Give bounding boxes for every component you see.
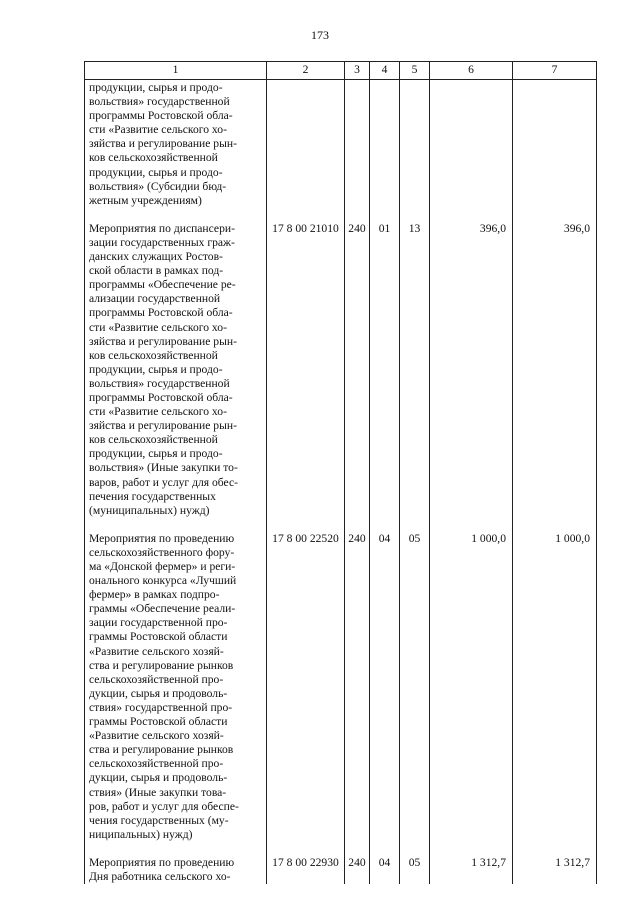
row-target-code: 17 8 00 21010 [267,208,345,518]
row-expense-type: 240 [345,208,370,518]
row-section: 04 [370,518,400,842]
column-header-row [85,62,597,80]
page-number: 173 [311,28,329,42]
row-amount-2: 396,0 [513,208,597,518]
row-subsection: 13 [400,208,430,518]
row-description: Мероприятия по проведению Дня работника сельского хо- [85,842,267,884]
column-header-3: 3 [345,62,370,80]
row-subsection: 05 [400,842,430,884]
row-subsection [400,80,430,208]
row-amount-1 [430,80,513,208]
column-header-6: 6 [430,62,513,80]
row-amount-2: 1 312,7 [513,842,597,884]
budget-table [84,61,597,884]
row-target-code [267,80,345,208]
row-section: 04 [370,842,400,884]
column-header-1: 1 [85,62,267,80]
table-row [85,80,597,208]
row-section [370,80,400,208]
row-expense-type: 240 [345,518,370,842]
column-header-4: 4 [370,62,400,80]
row-target-code: 17 8 00 22520 [267,518,345,842]
row-expense-type: 240 [345,842,370,884]
row-description: Мероприятия по диспансери- зации государственных граж- данских служащих Ростов- ской области в рамках под- программы «Обеспечение ре- ализации государственной программы Ростовской обла- сти «Развитие сельского хо- зяйства и регулирование рын- ков сельскохозяйственной продукции, сырья и продо- вольствия» государственной программы Ростовской обла- сти «Развитие сельского хо- зяйства и регулирование рын- ков сельскохозяйственной продукции, сырья и продо- вольствия» (Иные закупки то- варов, работ и услуг для обес- печения государственных (муниципальных) нужд) [85,208,267,518]
row-amount-1: 1 312,7 [430,842,513,884]
row-description: продукции, сырья и продо- вольствия» государственной программы Ростовской обла- сти «Развитие сельского хо- зяйства и регулирование рын- ков сельскохозяйственной продукции, сырья и продо- вольствия» (Субсидии бюд- жетным учреждениям) [85,80,267,208]
column-header-7: 7 [513,62,597,80]
row-description: Мероприятия по проведению сельскохозяйственного фору- ма «Донской фермер» и реги- онального конкурса «Лучший фермер» в рамках подпро- граммы «Обеспечение реали- зации государственной про- граммы Ростовской области «Развитие сельского хозяй- ства и регулирование рынков сельскохозяйственной про- дукции, сырья и продоволь- ствия» государственной про- граммы Ростовской области «Развитие сельского хозяй- ства и регулирование рынков сельскохозяйственной про- дукции, сырья и продоволь- ствия» (Иные закупки това- ров, работ и услуг для обеспе- чения государственных (му- ниципальных) нужд) [85,518,267,842]
row-amount-2 [513,80,597,208]
table-row [85,518,597,842]
row-target-code: 17 8 00 22930 [267,842,345,884]
row-amount-1: 1 000,0 [430,518,513,842]
row-subsection: 05 [400,518,430,842]
row-section: 01 [370,208,400,518]
table-row [85,208,597,518]
column-header-2: 2 [267,62,345,80]
table-row [85,842,597,884]
row-amount-2: 1 000,0 [513,518,597,842]
row-expense-type [345,80,370,208]
column-header-5: 5 [400,62,430,80]
row-amount-1: 396,0 [430,208,513,518]
